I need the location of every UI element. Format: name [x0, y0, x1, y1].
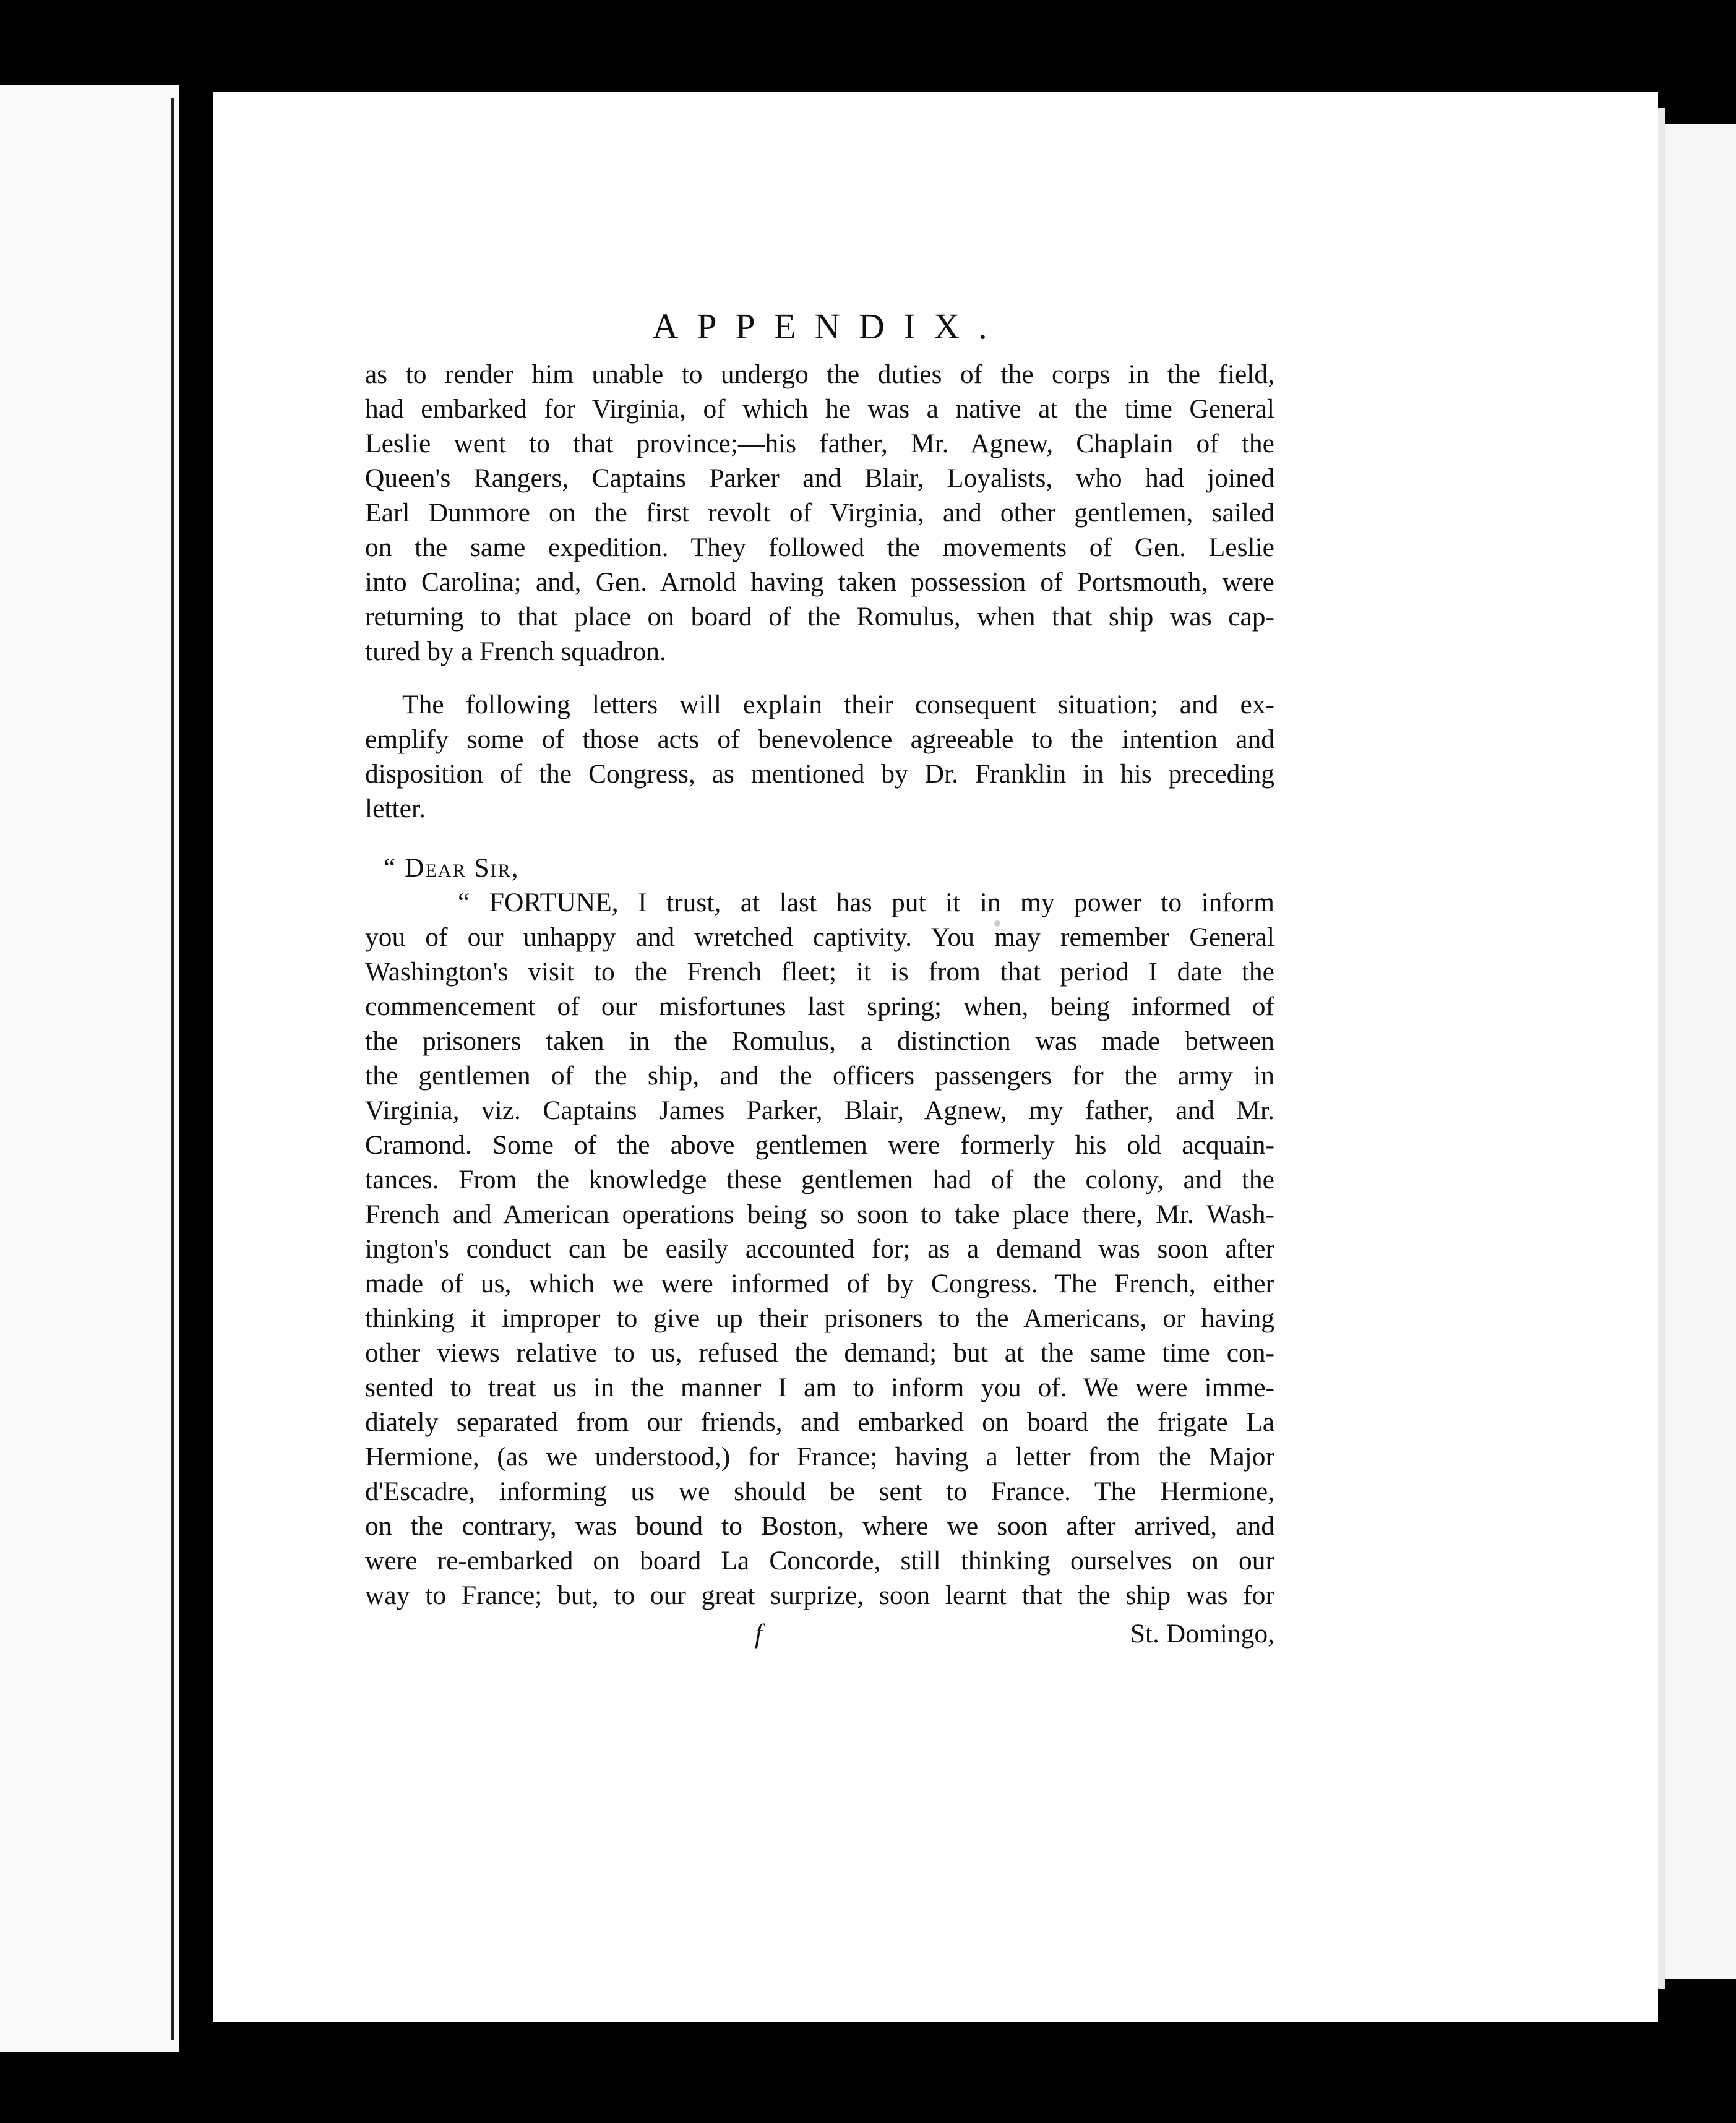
text-line: emplify some of those acts of benevolence agreeable to the intention and: [365, 724, 1274, 754]
text-line: d'Escadre, informing us we should be sent to France. The Hermione,: [365, 1477, 1274, 1506]
text-line: Virginia, viz. Captains James Parker, Blair, Agnew, my father, and Mr.: [365, 1096, 1274, 1125]
running-head: APPENDIX.: [652, 306, 1006, 346]
text-line: on the contrary, was bound to Boston, where we soon after arrived, and: [365, 1511, 1274, 1541]
text-line: Leslie went to that province;—his father, Mr. Agnew, Chaplain of the: [365, 429, 1274, 458]
letter-body: [365, 885, 1274, 1613]
text-line: Queen's Rangers, Captains Parker and Blair, Loyalists, who had joined: [365, 463, 1274, 493]
text-line: sented to treat us in the manner I am to inform you of. We were imme-: [365, 1373, 1274, 1402]
text-line: Earl Dunmore on the first revolt of Virginia, and other gentlemen, sailed: [365, 498, 1274, 528]
paragraph-gap: [365, 669, 1274, 687]
letter-salutation: “ Dear Sir,: [384, 853, 520, 883]
text-line: made of us, which we were informed of by Congress. The French, either: [365, 1269, 1274, 1298]
back-page-edge: [1664, 124, 1736, 1979]
gutter-shadow: [171, 98, 174, 2040]
text-line: as to render him unable to undergo the duties of the corps in the field,: [365, 359, 1274, 389]
text-line: you of our unhappy and wretched captivity. You may remember General: [365, 922, 1274, 952]
signature-mark: f: [755, 1619, 763, 1649]
text-line: tances. From the knowledge these gentlemen had of the colony, and the: [365, 1165, 1274, 1194]
text-line: Hermione, (as we understood,) for France; having a letter from the Major: [365, 1442, 1274, 1472]
text-line: Washington's visit to the French fleet; it is from that period I date the: [365, 957, 1274, 987]
text-line: thinking it improper to give up their prisoners to the Americans, or having: [365, 1303, 1274, 1333]
paragraph-gap: [365, 826, 1274, 851]
text-line: the gentlemen of the ship, and the officers passengers for the army in: [365, 1061, 1274, 1091]
text-line: ington's conduct can be easily accounted for; as a demand was soon after: [365, 1234, 1274, 1264]
text-line: returning to that place on board of the Romulus, when that ship was cap-: [365, 602, 1274, 632]
text-line: commencement of our misfortunes last spring; when, being informed of: [365, 992, 1274, 1021]
text-line: diately separated from our friends, and embarked on board the frigate La: [365, 1407, 1274, 1437]
page-text-block: [365, 305, 1274, 1651]
text-line: French and American operations being so soon to take place there, Mr. Wash-: [365, 1199, 1274, 1229]
text-line: disposition of the Congress, as mentioned by Dr. Franklin in his preceding: [365, 759, 1274, 789]
text-line: the prisoners taken in the Romulus, a distinction was made between: [365, 1026, 1274, 1056]
paragraph-2: [365, 687, 1274, 826]
text-line: on the same expedition. They followed the movements of Gen. Leslie: [365, 533, 1274, 562]
text-line: other views relative to us, refused the demand; but at the same time con-: [365, 1338, 1274, 1368]
text-line: were re-embarked on board La Concorde, still thinking ourselves on our: [365, 1546, 1274, 1576]
text-line: tured by a French squadron.: [365, 637, 666, 666]
text-line: way to France; but, to our great surprize, soon learnt that the ship was for: [365, 1580, 1274, 1610]
text-line: into Carolina; and, Gen. Arnold having taken possession of Portsmouth, were: [365, 567, 1274, 597]
page-footer: [365, 1616, 1274, 1651]
catchword: St. Domingo,: [1130, 1619, 1274, 1649]
book-page: [213, 92, 1658, 2022]
text-line: had embarked for Virginia, of which he was a native at the time General: [365, 394, 1274, 424]
paragraph-1: [365, 357, 1274, 669]
text-line: Cramond. Some of the above gentlemen were formerly his old acquain-: [365, 1130, 1274, 1160]
text-line: The following letters will explain their consequent situation; and ex-: [402, 690, 1274, 719]
text-line: letter.: [365, 794, 426, 823]
facing-page-edge: [0, 85, 179, 2052]
text-line: “ FORTUNE, I trust, at last has put it in my power to inform: [458, 888, 1274, 917]
